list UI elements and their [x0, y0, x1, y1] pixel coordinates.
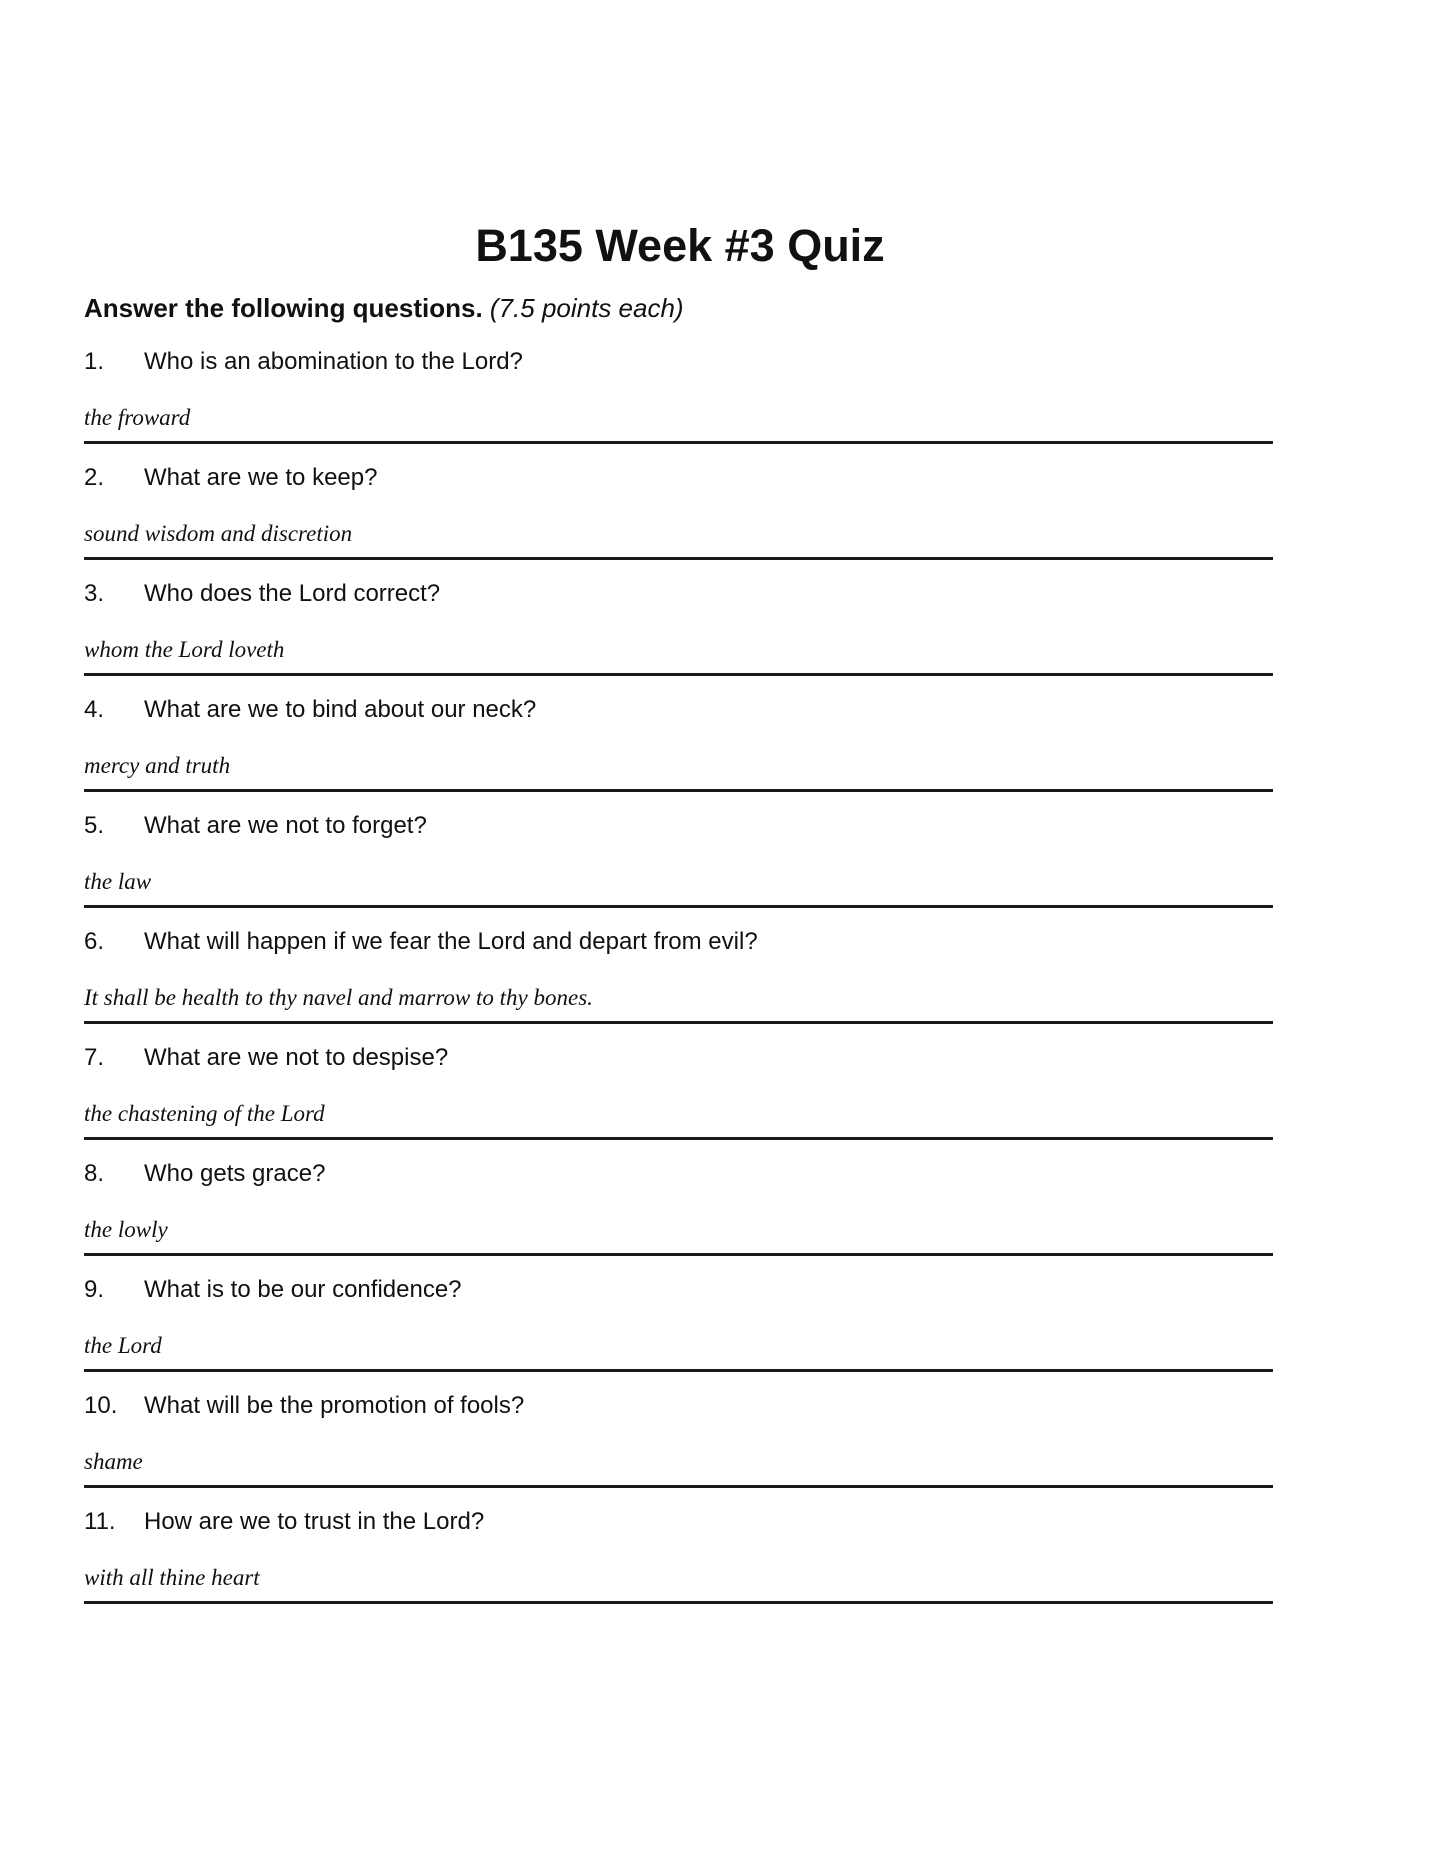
question-number: 2.	[84, 464, 105, 491]
question-line	[84, 1042, 448, 1074]
question-item	[84, 1274, 1273, 1390]
question-list	[84, 346, 1273, 1622]
question-item	[84, 346, 1273, 462]
question-item	[84, 1390, 1273, 1506]
question-text: What are we not to forget?	[144, 812, 427, 839]
question-number: 11.	[84, 1508, 116, 1535]
question-text: Who is an abomination to the Lord?	[144, 348, 523, 375]
question-text: How are we to trust in the Lord?	[144, 1508, 485, 1535]
question-text: What will be the promotion of fools?	[144, 1392, 525, 1419]
question-item	[84, 1506, 1273, 1622]
question-item	[84, 462, 1273, 578]
question-text: What is to be our confidence?	[144, 1276, 462, 1303]
question-number: 7.	[84, 1044, 105, 1071]
question-item	[84, 1042, 1273, 1158]
answer-line: whom the Lord loveth	[84, 633, 1273, 676]
answer-line: the lowly	[84, 1213, 1273, 1256]
question-text: What are we to bind about our neck?	[144, 696, 537, 723]
question-number: 8.	[84, 1160, 105, 1187]
question-line	[84, 1274, 462, 1306]
answer-line: the chastening of the Lord	[84, 1097, 1273, 1140]
answer-line: the froward	[84, 401, 1273, 444]
question-text: Who gets grace?	[144, 1160, 326, 1187]
question-item	[84, 810, 1273, 926]
question-item	[84, 1158, 1273, 1274]
answer-line: mercy and truth	[84, 749, 1273, 792]
question-item	[84, 578, 1273, 694]
answer-line: It shall be health to thy navel and marrow to thy bones.	[84, 981, 1273, 1024]
instructions-lead: Answer the following questions.	[84, 293, 483, 323]
question-item	[84, 926, 1273, 1042]
answer-line: the law	[84, 865, 1273, 908]
answer-line: shame	[84, 1445, 1273, 1488]
question-line	[84, 346, 523, 378]
question-line	[84, 1158, 325, 1190]
question-text: What are we to keep?	[144, 464, 378, 491]
instructions	[84, 291, 684, 325]
question-number: 1.	[84, 348, 105, 375]
question-line	[84, 1506, 484, 1538]
question-number: 10.	[84, 1392, 118, 1419]
question-item	[84, 694, 1273, 810]
page-title: B135 Week #3 Quiz	[475, 220, 885, 271]
question-line	[84, 694, 536, 726]
answer-line: the Lord	[84, 1329, 1273, 1372]
question-line	[84, 1390, 524, 1422]
question-line	[84, 578, 440, 610]
question-number: 4.	[84, 696, 105, 723]
question-number: 3.	[84, 580, 105, 607]
question-number: 9.	[84, 1276, 105, 1303]
question-number: 5.	[84, 812, 105, 839]
question-text: What are we not to despise?	[144, 1044, 449, 1071]
question-line	[84, 926, 758, 958]
answer-line: with all thine heart	[84, 1561, 1273, 1604]
question-text: Who does the Lord correct?	[144, 580, 441, 607]
question-number: 6.	[84, 928, 105, 955]
question-line	[84, 810, 427, 842]
answer-line: sound wisdom and discretion	[84, 517, 1273, 560]
instructions-points: (7.5 points each)	[489, 293, 684, 323]
question-line	[84, 462, 377, 494]
question-text: What will happen if we fear the Lord and depart from evil?	[144, 928, 758, 955]
